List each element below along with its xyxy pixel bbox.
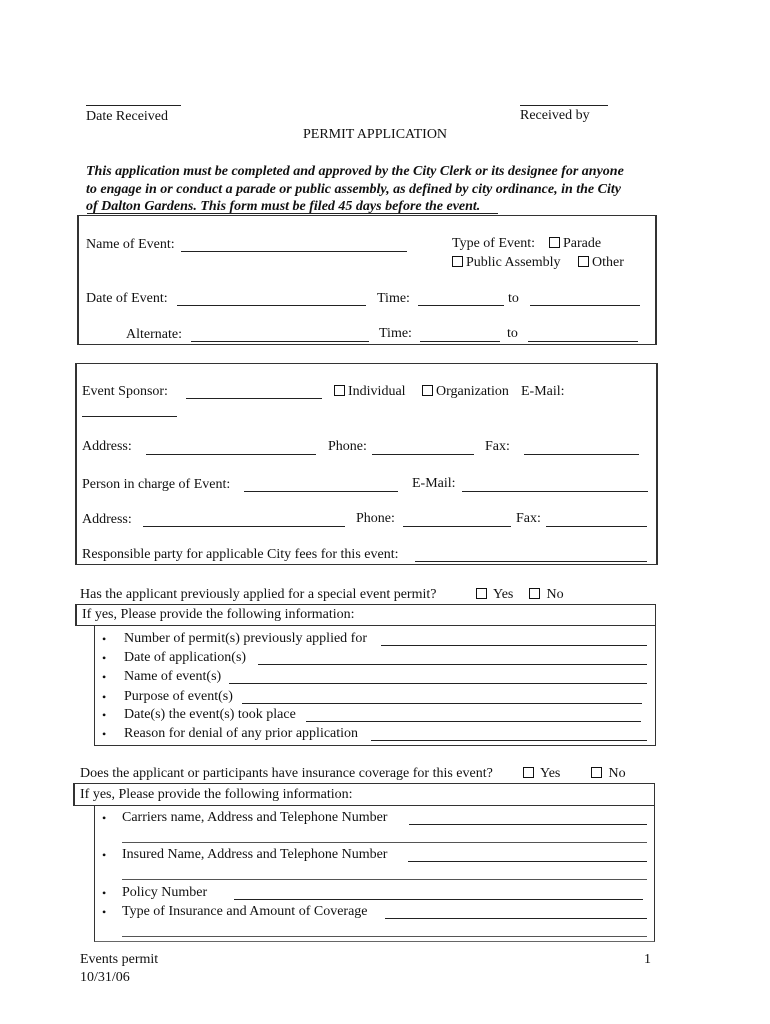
received-by-label: Received by bbox=[520, 108, 590, 123]
date-received-label: Date Received bbox=[86, 109, 169, 124]
prior-item-1: Number of permit(s) previously applied for bbox=[124, 631, 367, 646]
person-phone-label: Phone: bbox=[356, 511, 395, 526]
event-date-label: Date of Event: bbox=[86, 291, 168, 306]
organization-label: Organization bbox=[436, 384, 509, 399]
event-name-field[interactable] bbox=[181, 251, 407, 252]
prior-bullet: • bbox=[102, 690, 107, 704]
insurance-bullet: • bbox=[102, 811, 107, 825]
individual-checkbox[interactable] bbox=[334, 385, 345, 396]
prior-item-4-field[interactable] bbox=[242, 703, 642, 704]
insurance-if-yes-label: If yes, Please provide the following information: bbox=[80, 787, 353, 802]
insurance-no-option[interactable] bbox=[591, 766, 626, 782]
prior-item-2-field[interactable] bbox=[258, 664, 647, 665]
intro-line-1: This application must be completed and approved by the City Clerk or its designee for anyone bbox=[86, 164, 624, 179]
prior-item-5-field[interactable] bbox=[306, 721, 641, 722]
responsible-party-label: Responsible party for applicable City fees for this event: bbox=[82, 547, 399, 562]
prior-item-6: Reason for denial of any prior application bbox=[124, 726, 359, 741]
public-assembly-checkbox[interactable] bbox=[452, 256, 463, 267]
event-info-box bbox=[77, 215, 657, 345]
individual-label: Individual bbox=[348, 384, 406, 399]
person-address-label: Address: bbox=[82, 512, 132, 527]
individual-option[interactable] bbox=[334, 384, 406, 400]
sponsor-fax-label: Fax: bbox=[485, 439, 510, 454]
sponsor-address-label: Address: bbox=[82, 439, 132, 454]
insurance-bullet: • bbox=[102, 848, 107, 862]
sponsor-field[interactable] bbox=[186, 398, 322, 399]
footer-form-name: Events permit bbox=[80, 952, 159, 967]
prior-yes-checkbox[interactable] bbox=[476, 588, 487, 599]
insurance-item-4: Type of Insurance and Amount of Coverage bbox=[122, 904, 368, 919]
prior-item-4: Purpose of event(s) bbox=[124, 689, 233, 704]
parade-option[interactable] bbox=[549, 236, 601, 252]
parade-checkbox[interactable] bbox=[549, 237, 560, 248]
prior-no-checkbox[interactable] bbox=[529, 588, 540, 599]
public-assembly-label: Public Assembly bbox=[466, 255, 561, 270]
insurance-item-4-field-2[interactable] bbox=[122, 936, 647, 937]
alternate-time-end-field[interactable] bbox=[528, 341, 638, 342]
insurance-item-2-field-2[interactable] bbox=[122, 879, 647, 880]
organization-checkbox[interactable] bbox=[422, 385, 433, 396]
person-in-charge-label: Person in charge of Event: bbox=[82, 477, 231, 492]
sponsor-email-field[interactable] bbox=[82, 416, 177, 417]
sponsor-fax-field[interactable] bbox=[524, 454, 639, 455]
insurance-item-4-field[interactable] bbox=[385, 918, 647, 919]
insurance-yes-option[interactable] bbox=[523, 766, 560, 782]
person-email-field[interactable] bbox=[462, 491, 648, 492]
page-number: 1 bbox=[644, 952, 651, 967]
received-by-line[interactable] bbox=[520, 105, 608, 106]
date-received-line[interactable] bbox=[86, 105, 181, 106]
prior-no-label: No bbox=[546, 587, 564, 602]
intro-line-3: of Dalton Gardens. This form must be filed 45 days before the event. bbox=[86, 199, 481, 214]
sponsor-phone-label: Phone: bbox=[328, 439, 367, 454]
insurance-yes-label: Yes bbox=[539, 766, 561, 781]
prior-if-yes-label: If yes, Please provide the following information: bbox=[82, 607, 355, 622]
event-name-label: Name of Event: bbox=[86, 237, 175, 252]
prior-item-3-field[interactable] bbox=[229, 683, 647, 684]
prior-item-3: Name of event(s) bbox=[124, 669, 222, 684]
person-phone-field[interactable] bbox=[403, 526, 511, 527]
alternate-time-label: Time: bbox=[379, 326, 412, 341]
prior-yes-label: Yes bbox=[492, 587, 514, 602]
other-checkbox[interactable] bbox=[578, 256, 589, 267]
other-label: Other bbox=[592, 255, 624, 270]
sponsor-phone-field[interactable] bbox=[372, 454, 474, 455]
responsible-party-field[interactable] bbox=[415, 561, 647, 562]
person-email-label: E-Mail: bbox=[412, 476, 456, 491]
person-fax-field[interactable] bbox=[546, 526, 647, 527]
alternate-date-label: Alternate: bbox=[126, 327, 182, 342]
prior-bullet: • bbox=[102, 727, 107, 741]
insurance-item-2-field[interactable] bbox=[408, 861, 647, 862]
insurance-item-3: Policy Number bbox=[122, 885, 208, 900]
prior-bullet: • bbox=[102, 632, 107, 646]
prior-item-6-field[interactable] bbox=[371, 740, 647, 741]
prior-no-option[interactable] bbox=[529, 587, 564, 603]
prior-yes-option[interactable] bbox=[476, 587, 513, 603]
insurance-bullet: • bbox=[102, 905, 107, 919]
insurance-item-1-field[interactable] bbox=[409, 824, 647, 825]
prior-permit-question: Has the applicant previously applied for a special event permit? bbox=[80, 587, 437, 602]
prior-item-2: Date of application(s) bbox=[124, 650, 247, 665]
event-type-label: Type of Event: bbox=[452, 236, 535, 251]
intro-underline bbox=[87, 213, 498, 214]
prior-bullet: • bbox=[102, 708, 107, 722]
page-title: PERMIT APPLICATION bbox=[303, 127, 448, 142]
public-assembly-option[interactable] bbox=[452, 255, 561, 271]
sponsor-address-field[interactable] bbox=[146, 454, 316, 455]
alternate-date-field[interactable] bbox=[191, 341, 369, 342]
insurance-yes-checkbox[interactable] bbox=[523, 767, 534, 778]
event-date-field[interactable] bbox=[177, 305, 366, 306]
other-option[interactable] bbox=[578, 255, 624, 271]
prior-item-1-field[interactable] bbox=[381, 645, 647, 646]
prior-item-5: Date(s) the event(s) took place bbox=[124, 707, 296, 722]
insurance-question: Does the applicant or participants have insurance coverage for this event? bbox=[80, 766, 493, 781]
prior-bullet: • bbox=[102, 651, 107, 665]
insurance-item-2: Insured Name, Address and Telephone Number bbox=[122, 847, 388, 862]
insurance-item-1: Carriers name, Address and Telephone Number bbox=[122, 810, 388, 825]
insurance-item-1-field-2[interactable] bbox=[122, 842, 647, 843]
event-time-to-label: to bbox=[508, 291, 519, 306]
event-time-start-field[interactable] bbox=[418, 305, 504, 306]
insurance-item-3-field[interactable] bbox=[234, 899, 643, 900]
insurance-no-label: No bbox=[608, 766, 626, 781]
organization-option[interactable] bbox=[422, 384, 509, 400]
person-address-field[interactable] bbox=[143, 526, 345, 527]
insurance-no-checkbox[interactable] bbox=[591, 767, 602, 778]
event-time-end-field[interactable] bbox=[530, 305, 640, 306]
person-in-charge-field[interactable] bbox=[244, 491, 398, 492]
alternate-time-to-label: to bbox=[507, 326, 518, 341]
insurance-bullet: • bbox=[102, 886, 107, 900]
prior-bullet: • bbox=[102, 670, 107, 684]
sponsor-label: Event Sponsor: bbox=[82, 384, 168, 399]
sponsor-email-label: E-Mail: bbox=[521, 384, 565, 399]
insurance-list-box bbox=[94, 806, 655, 942]
event-time-label: Time: bbox=[377, 291, 410, 306]
intro-line-2: to engage in or conduct a parade or public assembly, as defined by city ordinance, in the City bbox=[86, 182, 621, 197]
footer-revision-date: 10/31/06 bbox=[80, 970, 130, 985]
person-fax-label: Fax: bbox=[516, 511, 541, 526]
parade-label: Parade bbox=[563, 236, 602, 251]
alternate-time-start-field[interactable] bbox=[420, 341, 500, 342]
